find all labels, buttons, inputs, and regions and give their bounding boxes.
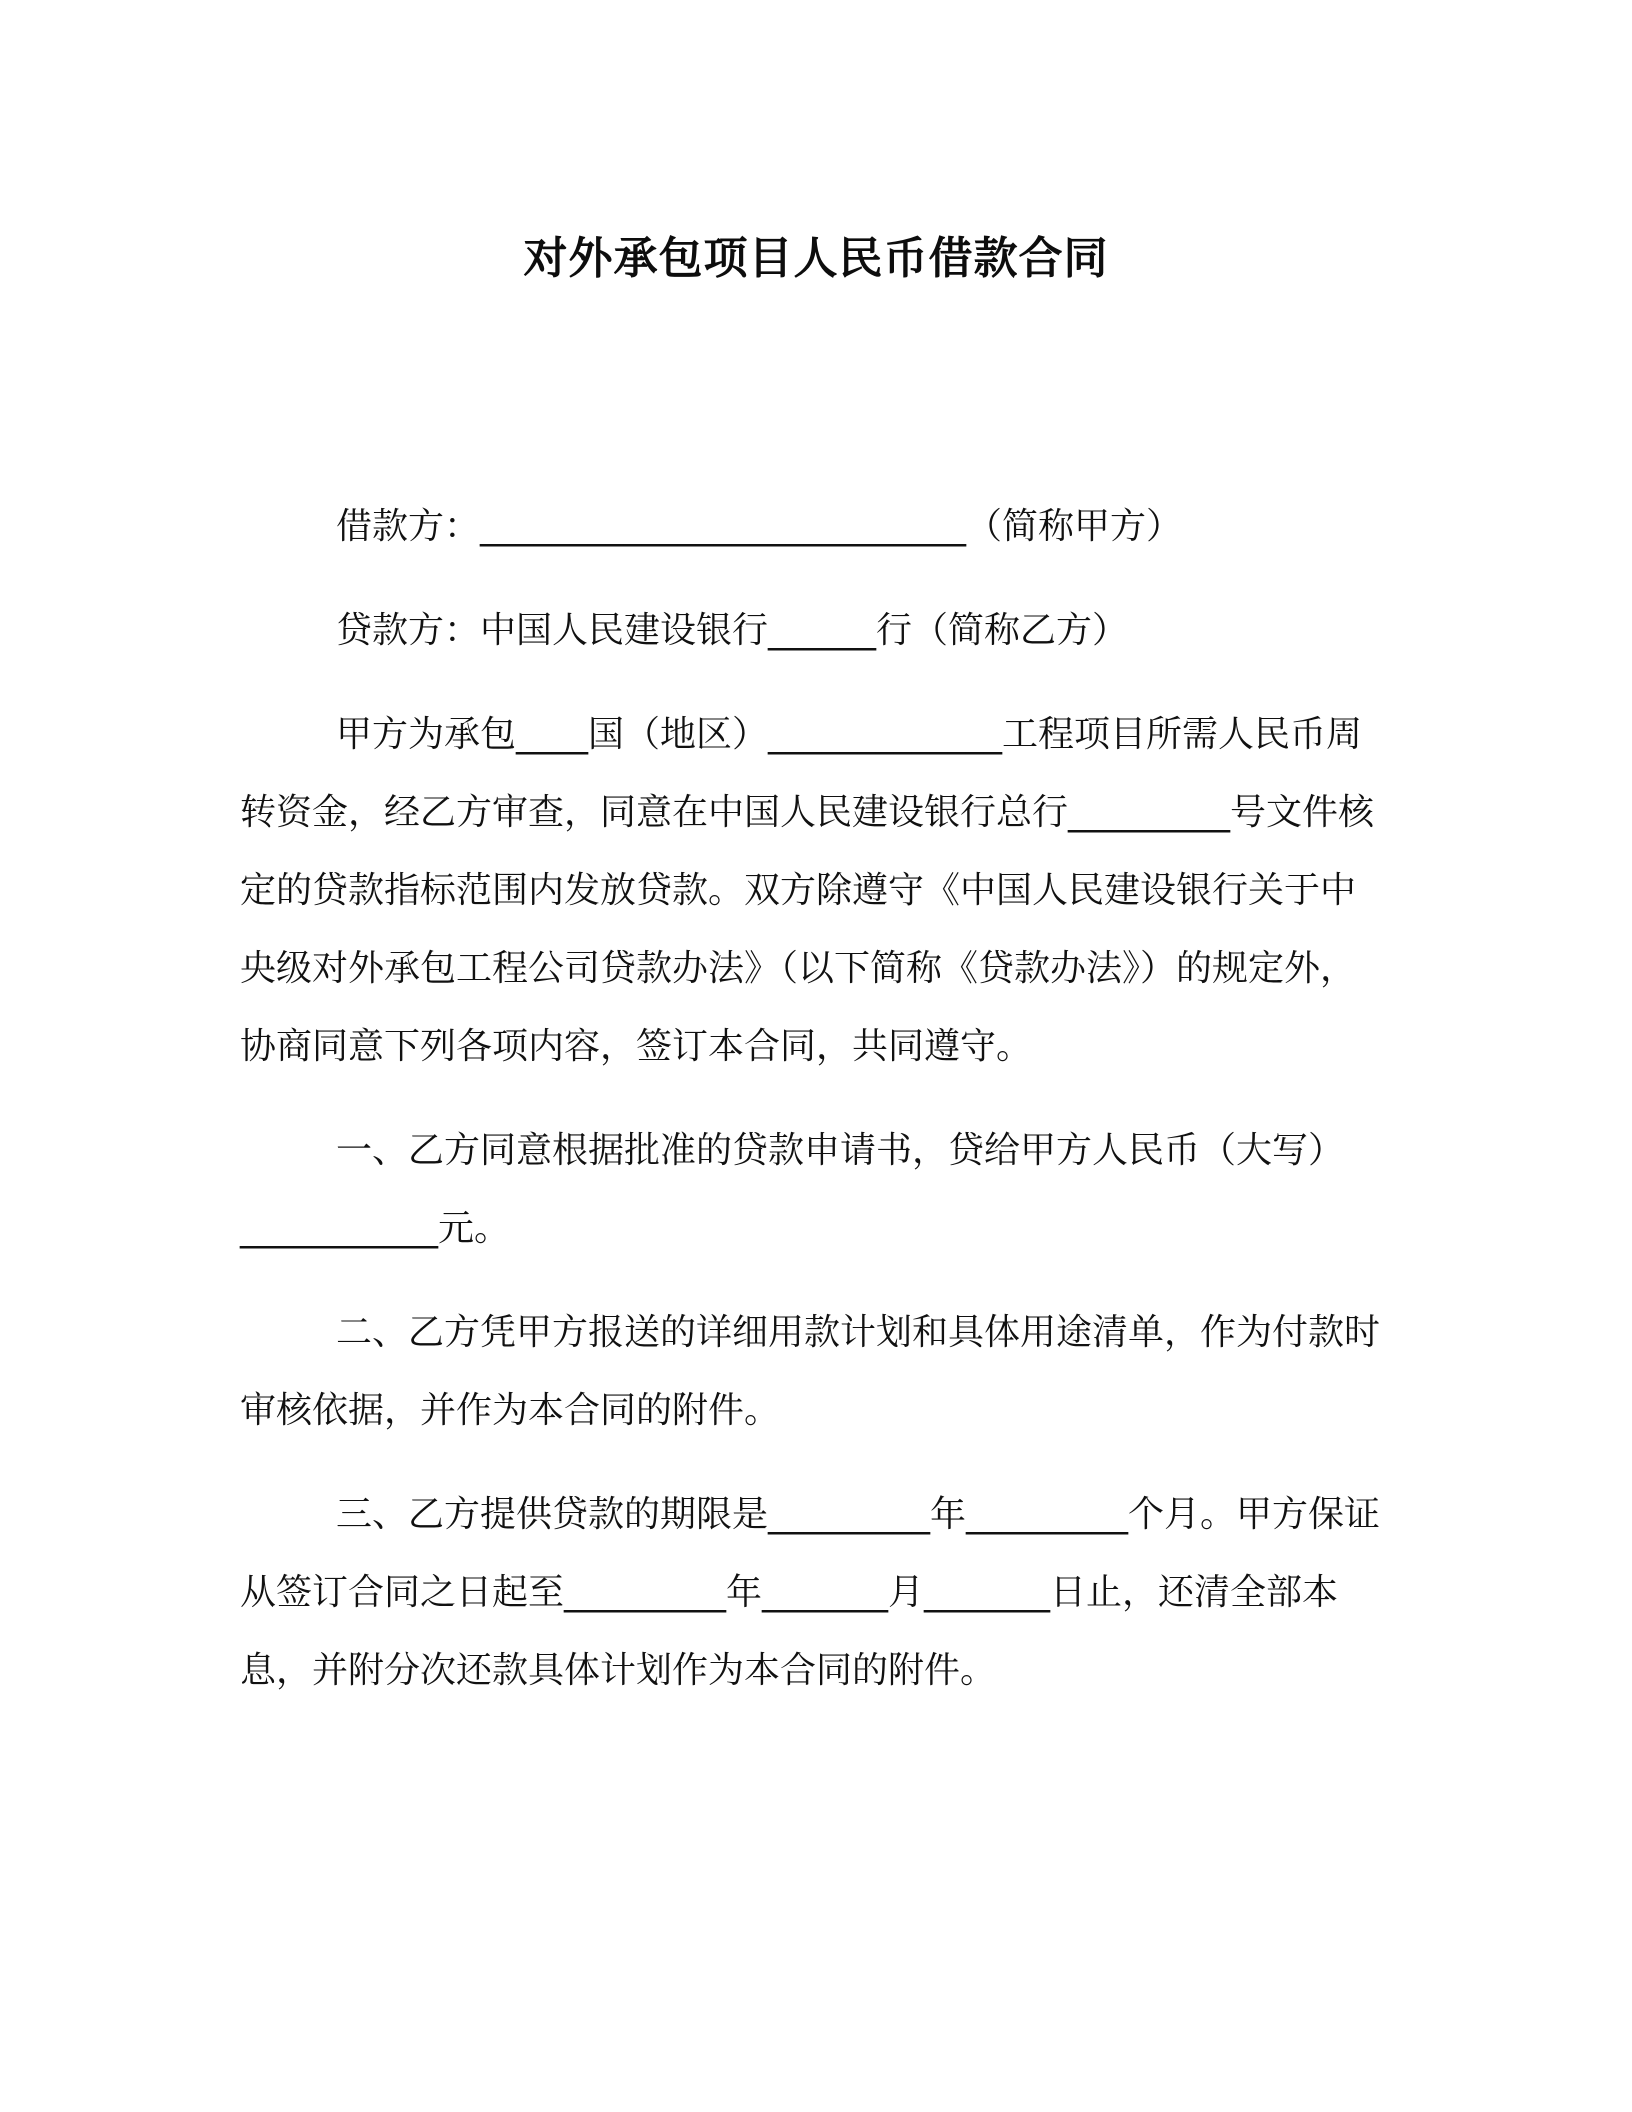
clause-1: 一、乙方同意根据批准的贷款申请书，贷给甲方人民币（大写）___________元。 — [240, 1130, 1345, 1249]
lender-line: 贷款方：中国人民建设银行______行（简称乙方） — [336, 610, 1129, 651]
borrower-line: 借款方：___________________________（简称甲方） — [336, 506, 1183, 547]
document-title: 对外承包项目人民币借款合同 — [523, 233, 1109, 284]
clause-3: 三、乙方提供贷款的期限是_________年_________个月。甲方保证从签订合同之日起至_________年_______月_______日止，还清全部本息，并附分次还款具体计划作为本合同的附件。 — [240, 1494, 1381, 1691]
clause-2: 二、乙方凭甲方报送的详细用款计划和具体用途清单，作为付款时审核依据，并作为本合同的附件。 — [240, 1312, 1381, 1431]
document-body — [240, 488, 1390, 1736]
preamble-paragraph: 甲方为承包____国（地区）_____________工程项目所需人民币周转资金，经乙方审查，同意在中国人民建设银行总行_________号文件核定的贷款指标范围内发放贷款。双方除遵守《中国人民建设银行关于中央级对外承包工程公司贷款办法》（以下简称《贷款办法》）的规定外，协商同意下列各项内容，签订本合同，共同遵守。 — [240, 714, 1375, 1067]
